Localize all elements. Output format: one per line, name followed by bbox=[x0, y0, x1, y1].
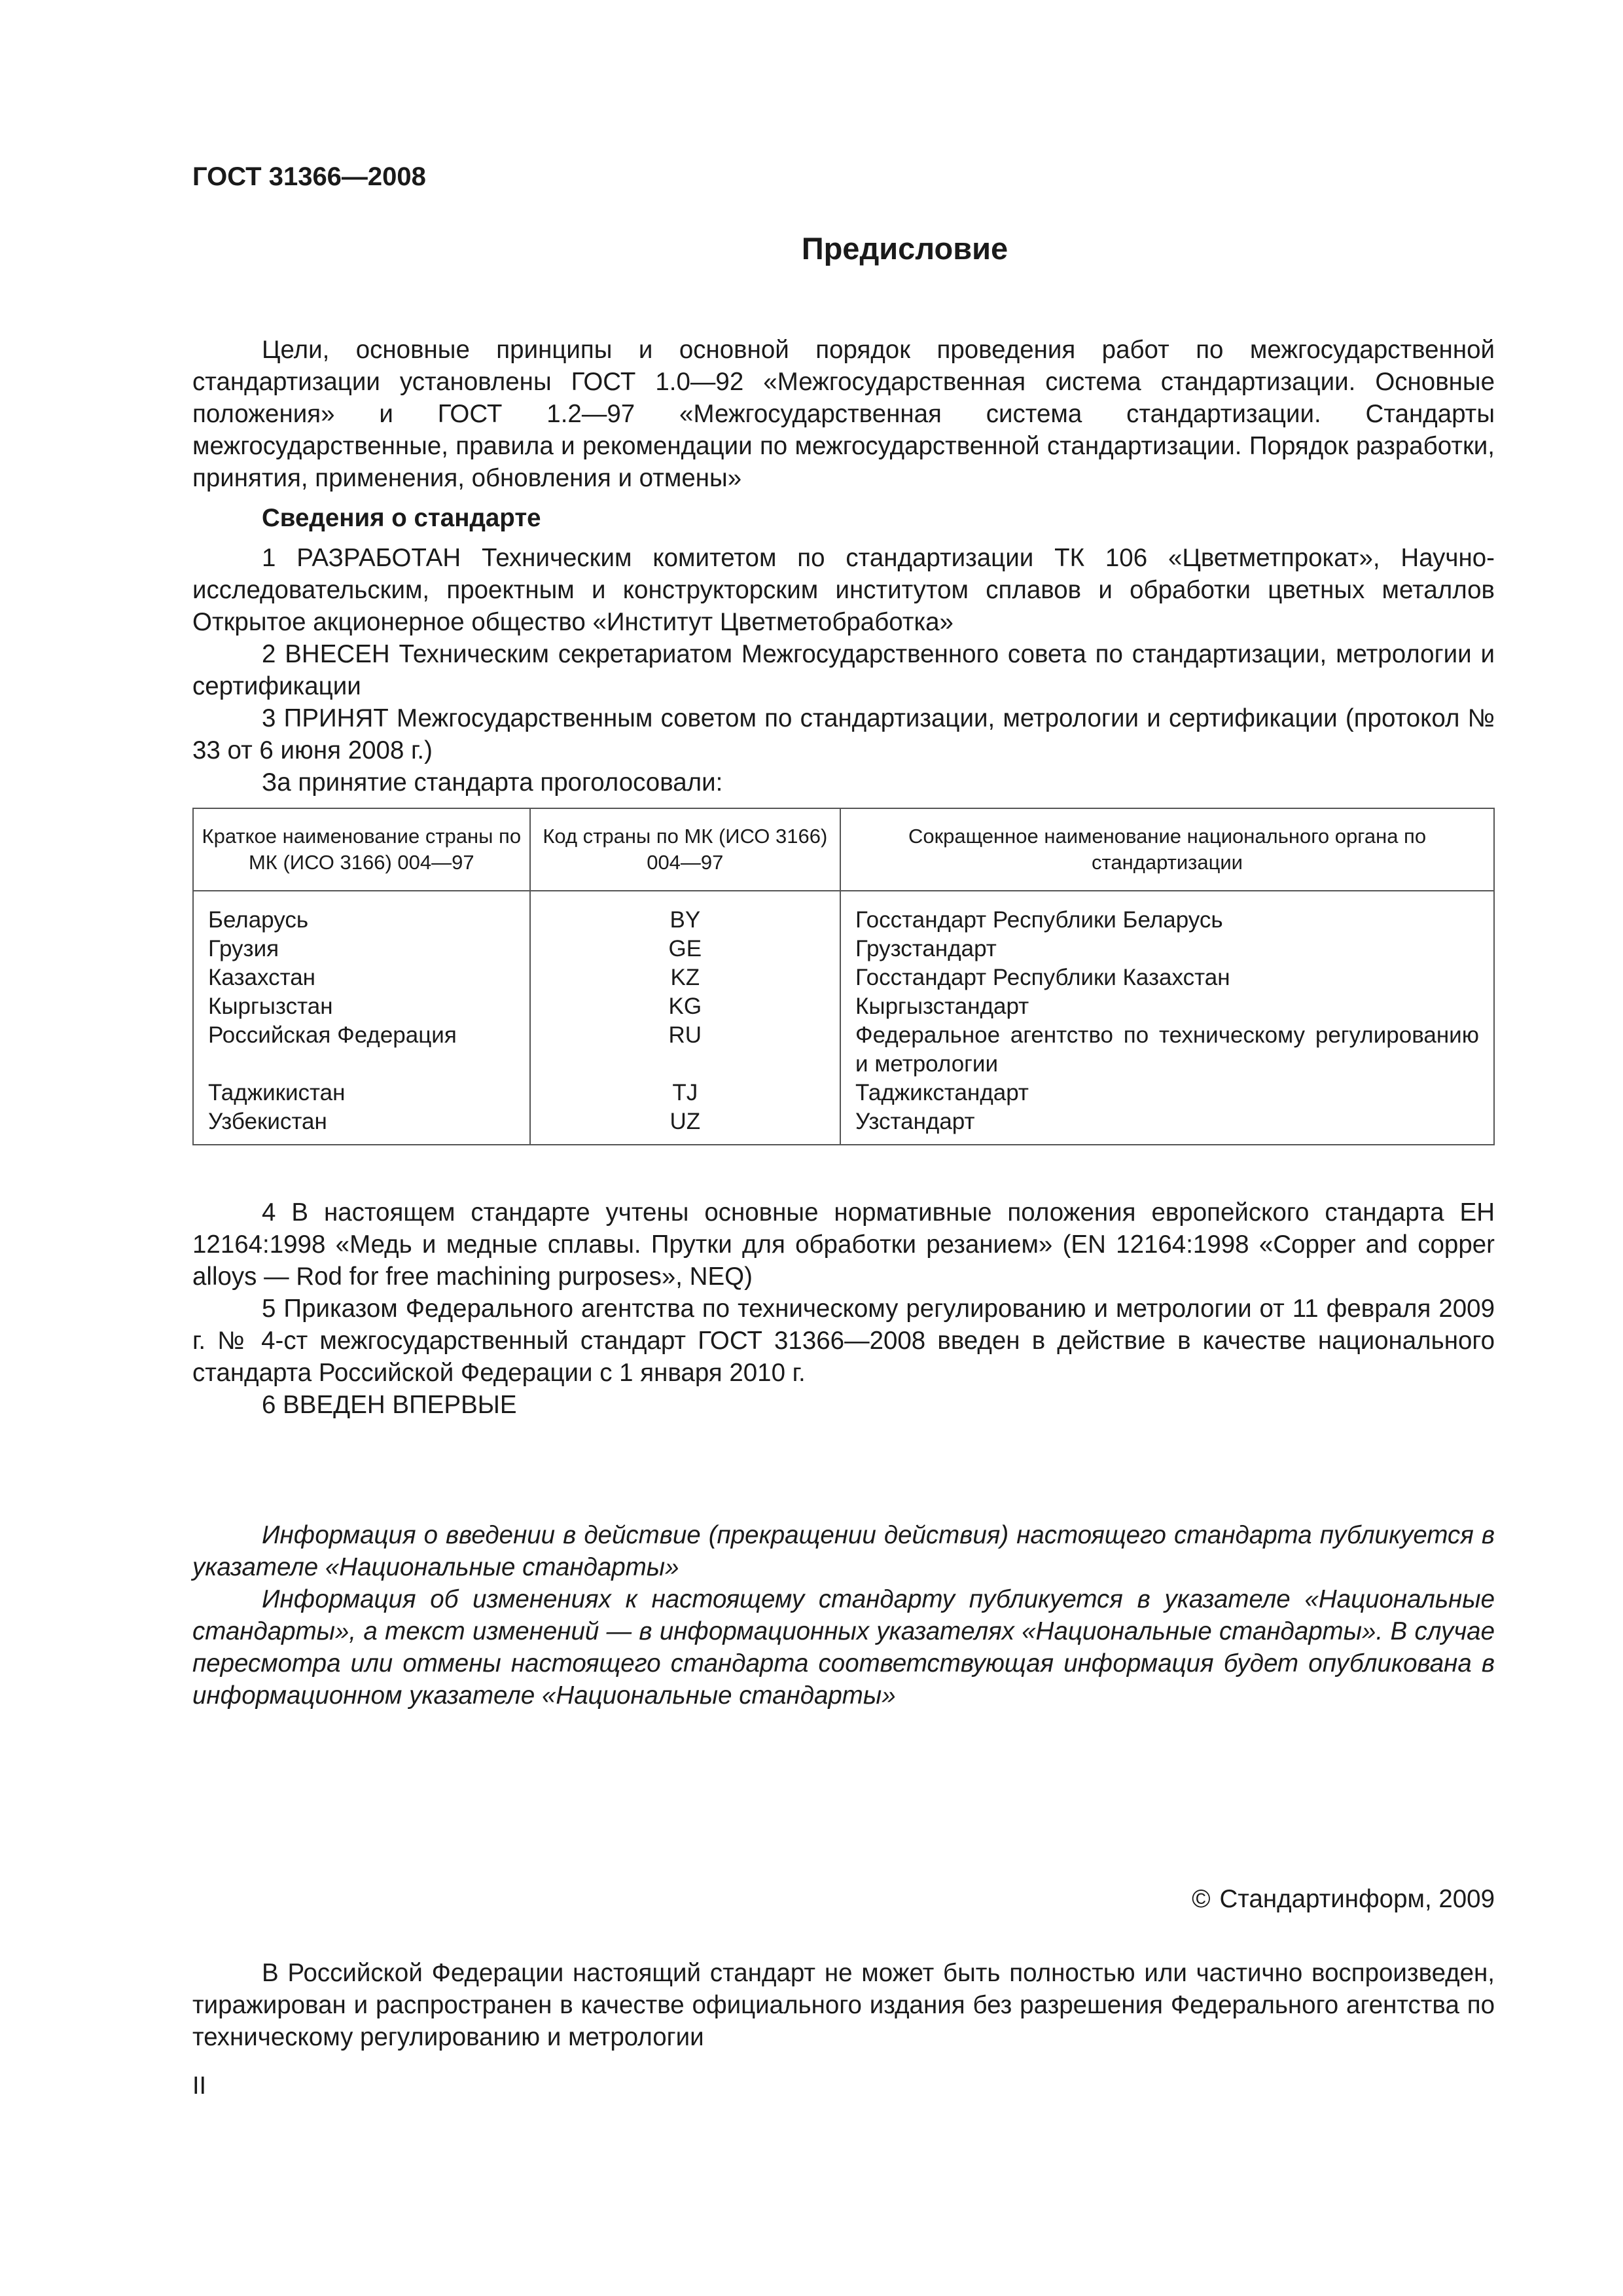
header-country: Краткое наименование страны по МК (ИСО 3166) 004—97 bbox=[193, 808, 530, 891]
cell-code: TJ bbox=[530, 1079, 840, 1107]
table-row bbox=[193, 1021, 1494, 1079]
intro-paragraph: Цели, основные принципы и основной порядок проведения работ по межгосударственной стандартизации установлены ГОСТ 1.0—92 «Межгосударственная система стандартизации. Основные положения» и ГОСТ 1.2—97 «Межгосударственная система стандартизации. Стандарты межгосударственные, правила и рекомендации по межгосударственной стандартизации. Порядок разработки, принятия, применения, обновления и отмены» bbox=[192, 336, 1495, 492]
section-subhead: Сведения о стандарте bbox=[262, 504, 541, 532]
info-block bbox=[192, 1519, 1495, 1712]
cell-org: Узстандарт bbox=[840, 1107, 1494, 1145]
item-3: 3 ПРИНЯТ Межгосударственным советом по стандартизации, метрологии и сертификации (протокол № 33 от 6 июня 2008 г.) bbox=[192, 704, 1495, 764]
item-5: 5 Приказом Федерального агентства по техническому регулированию и метрологии от 11 февраля 2009 г. № 4-ст межгосударственный стандарт ГОСТ 31366—2008 введен в действие в качестве национального стандарта Российской Федерации с 1 января 2010 г. bbox=[192, 1295, 1495, 1387]
table-row bbox=[193, 1079, 1494, 1107]
copyright-text: Стандартинформ, 2009 bbox=[1219, 1885, 1495, 1913]
cell-country: Грузия bbox=[193, 935, 530, 963]
cell-org: Госстандарт Республики Казахстан bbox=[840, 963, 1494, 992]
cell-code: BY bbox=[530, 891, 840, 935]
info-paragraph: Информация о введении в действие (прекращении действия) настоящего стандарта публикуется в указателе «Национальные стандарты» bbox=[192, 1521, 1495, 1581]
voted-label: За принятие стандарта проголосовали: bbox=[262, 768, 723, 797]
cell-org: Федеральное агентство по техническому регулированию и метрологии bbox=[840, 1021, 1494, 1079]
cell-country: Узбекистан bbox=[193, 1107, 530, 1145]
page-title: Предисловие bbox=[801, 231, 1008, 266]
cell-country: Таджикистан bbox=[193, 1079, 530, 1107]
cell-code: GE bbox=[530, 935, 840, 963]
copyright-line bbox=[1192, 1885, 1495, 1914]
table-row bbox=[193, 935, 1494, 963]
table-row bbox=[193, 992, 1494, 1021]
info-paragraph: Информация об изменениях к настоящему стандарту публикуется в указателе «Национальные стандарты», а текст изменений — в информационных указателях «Национальные стандарты». В случае пересмотра или отмены настоящего стандарта соответствующая информация будет опубликована в информационном указателе «Национальные стандарты» bbox=[192, 1585, 1495, 1710]
cell-org: Таджикстандарт bbox=[840, 1079, 1494, 1107]
table-header-row bbox=[193, 808, 1494, 891]
items-after bbox=[192, 1196, 1495, 1421]
cell-country: Беларусь bbox=[193, 891, 530, 935]
cell-country: Кыргызстан bbox=[193, 992, 530, 1021]
reproduction-notice bbox=[192, 1957, 1495, 2053]
copyright-icon: © bbox=[1192, 1885, 1211, 1913]
header-code: Код страны по МК (ИСО 3166) 004—97 bbox=[530, 808, 840, 891]
item-2: 2 ВНЕСЕН Техническим секретариатом Межгосударственного совета по стандартизации, метрологии и сертификации bbox=[192, 640, 1495, 700]
table-row bbox=[193, 1107, 1494, 1145]
item-6: 6 ВВЕДЕН ВПЕРВЫЕ bbox=[262, 1391, 517, 1419]
cell-org: Грузстандарт bbox=[840, 935, 1494, 963]
table-row bbox=[193, 891, 1494, 935]
cell-code: RU bbox=[530, 1021, 840, 1079]
item-1: 1 РАЗРАБОТАН Техническим комитетом по стандартизации ТК 106 «Цветметпрокат», Научно-исследовательским, проектным и конструкторским институтом сплавов и обработки цветных металлов Открытое акционерное общество «Институт Цветметобработка» bbox=[192, 544, 1495, 636]
votes-table bbox=[192, 808, 1495, 1145]
table-row bbox=[193, 963, 1494, 992]
main-body bbox=[192, 334, 1495, 1712]
cell-org: Госстандарт Республики Беларусь bbox=[840, 891, 1494, 935]
cell-code: KZ bbox=[530, 963, 840, 992]
doc-code: ГОСТ 31366—2008 bbox=[192, 162, 426, 191]
cell-code: UZ bbox=[530, 1107, 840, 1145]
cell-org: Кыргызстандарт bbox=[840, 992, 1494, 1021]
cell-code: KG bbox=[530, 992, 840, 1021]
cell-country: Казахстан bbox=[193, 963, 530, 992]
item-4: 4 В настоящем стандарте учтены основные нормативные положения европейского стандарта ЕН 12164:1998 «Медь и медные сплавы. Прутки для обработки резанием» (EN 12164:1998 «Copper and copper alloys — Rod for free machining purposes», NEQ) bbox=[192, 1198, 1495, 1291]
notice-paragraph: В Российской Федерации настоящий стандарт не может быть полностью или частично воспроизведен, тиражирован и распространен в качестве официального издания без разрешения Федерального агентства по техническому регулированию и метрологии bbox=[192, 1959, 1495, 2051]
header-org: Сокращенное наименование национального органа по стандартизации bbox=[840, 808, 1494, 891]
cell-country: Российская Федерация bbox=[193, 1021, 530, 1079]
page-number: II bbox=[192, 2072, 207, 2100]
